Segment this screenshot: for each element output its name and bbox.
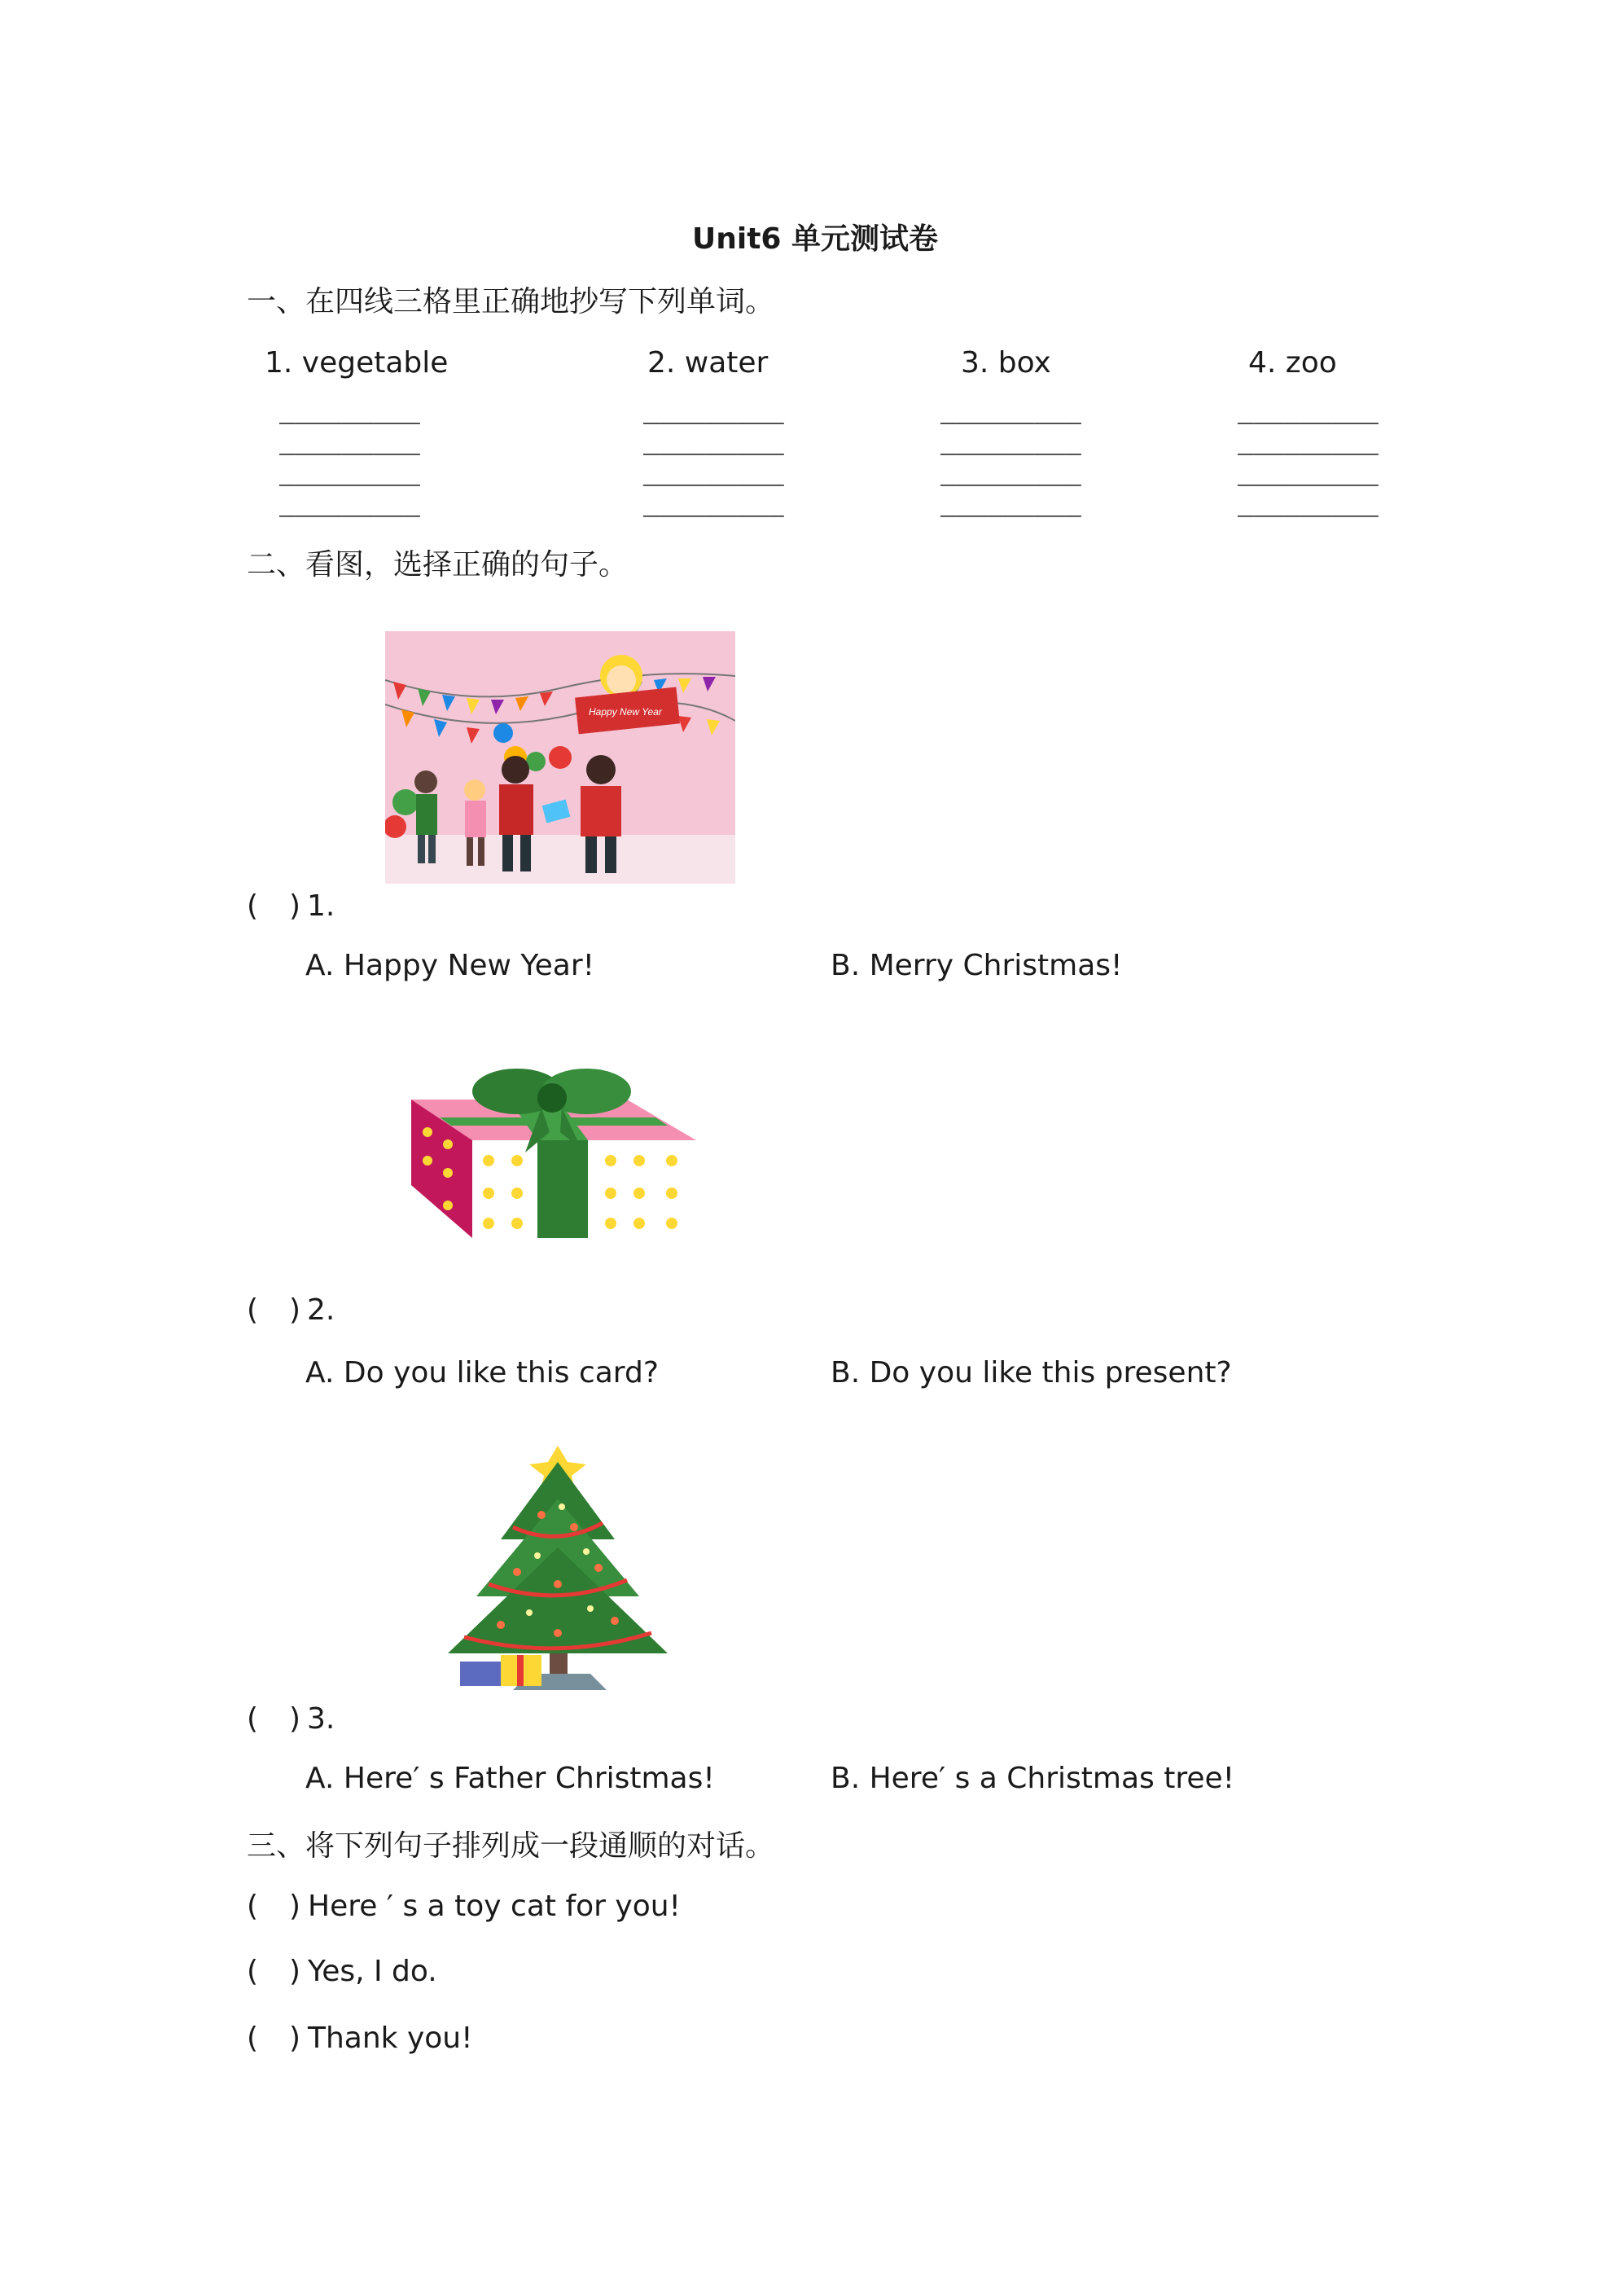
writing-line: _________ <box>940 399 1081 429</box>
dialogue-item-3-bracket-open: ( <box>247 2022 259 2055</box>
banner-text: Happy New Year <box>589 706 662 718</box>
question-3-bracket-open: ( <box>247 1702 259 1736</box>
writing-line: _________ <box>643 430 784 460</box>
writing-line: _________ <box>1238 461 1379 491</box>
question-2-bracket-open: ( <box>247 1293 259 1327</box>
present-picture <box>366 1010 749 1311</box>
writing-line: _________ <box>940 461 1081 491</box>
question-3-option-b: B. Here′ s a Christmas tree! <box>831 1762 1235 1795</box>
word-1: 1. vegetable <box>265 346 449 380</box>
dialogue-item-1-bracket-open: ( <box>247 1890 259 1923</box>
writing-line: _________ <box>643 461 784 491</box>
question-3-number: 3. <box>307 1702 335 1736</box>
dialogue-item-3-bracket-close: ) <box>289 2022 301 2055</box>
christmas-tree-picture <box>354 1417 757 1702</box>
writing-line: _________ <box>279 461 420 491</box>
section3-heading: 三、将下列句子排列成一段通顺的对话。 <box>247 1829 775 1863</box>
writing-line: _________ <box>279 492 420 522</box>
word-4: 4. zoo <box>1248 346 1337 380</box>
word-2: 2. water <box>647 346 769 380</box>
writing-line: _________ <box>279 430 420 460</box>
question-1-number: 1. <box>307 889 335 923</box>
page-title: Unit6 单元测试卷 <box>692 222 938 256</box>
question-3-option-a: A. Here′ s Father Christmas! <box>305 1762 715 1795</box>
question-1-bracket-close: ) <box>289 889 301 923</box>
writing-line: _________ <box>1238 399 1379 429</box>
question-2-number: 2. <box>307 1293 335 1327</box>
question-2-bracket-close: ) <box>289 1293 301 1327</box>
dialogue-item-2-bracket-open: ( <box>247 1955 259 1988</box>
dialogue-item-2: Yes, I do. <box>308 1955 437 1988</box>
question-2-option-a: A. Do you like this card? <box>305 1356 659 1389</box>
writing-line: _________ <box>1238 430 1379 460</box>
dialogue-item-1: Here ′ s a toy cat for you! <box>308 1890 681 1923</box>
question-1-bracket-open: ( <box>247 889 259 923</box>
section1-heading: 一、在四线三格里正确地抄写下列单词。 <box>247 285 775 318</box>
writing-line: _________ <box>1238 492 1379 522</box>
word-3: 3. box <box>961 346 1051 380</box>
new-year-party-picture <box>385 631 735 884</box>
writing-line: _________ <box>643 399 784 429</box>
question-3-bracket-close: ) <box>289 1702 301 1736</box>
section2-heading: 二、看图，选择正确的句子。 <box>247 548 629 582</box>
dialogue-item-1-bracket-close: ) <box>289 1890 301 1923</box>
question-1-option-b: B. Merry Christmas! <box>831 949 1123 982</box>
writing-line: _________ <box>643 492 784 522</box>
dialogue-item-3: Thank you! <box>308 2022 473 2055</box>
writing-line: _________ <box>940 492 1081 522</box>
question-2-option-b: B. Do you like this present? <box>831 1356 1232 1389</box>
writing-line: _________ <box>940 430 1081 460</box>
dialogue-item-2-bracket-close: ) <box>289 1955 301 1988</box>
writing-line: _________ <box>279 399 420 429</box>
question-1-option-a: A. Happy New Year! <box>305 949 595 982</box>
